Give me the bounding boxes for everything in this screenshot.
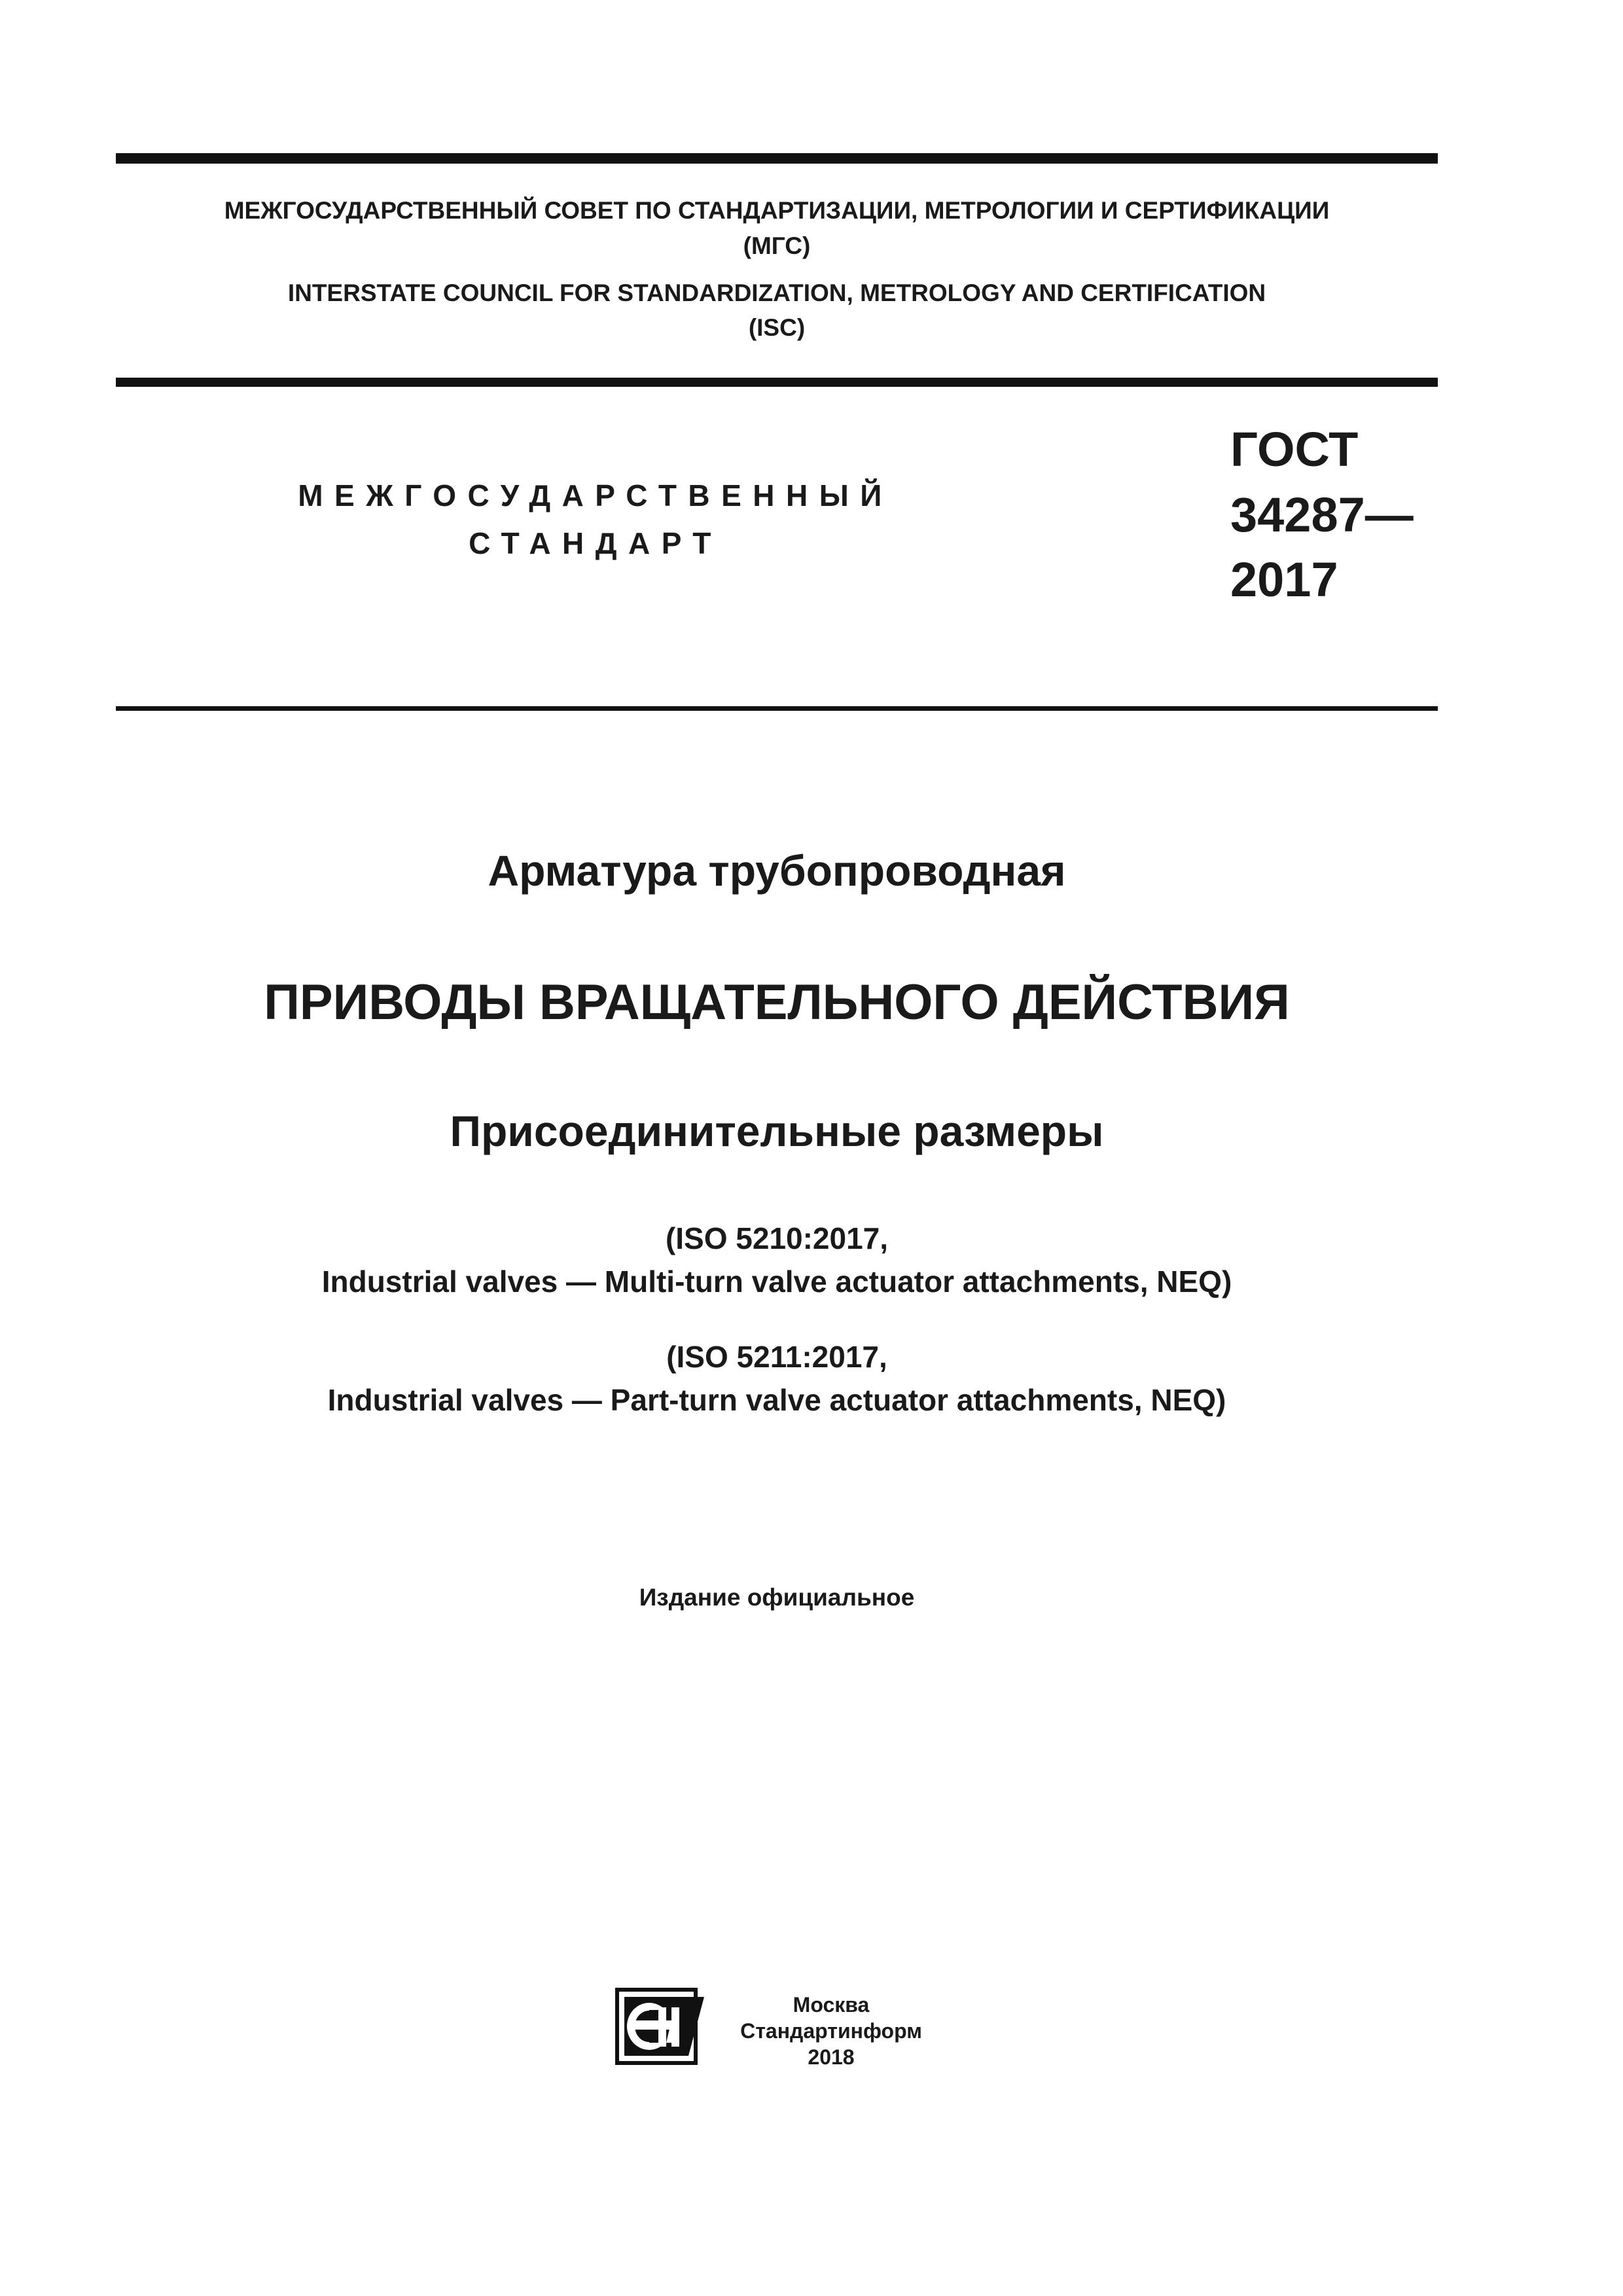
council-abbr-en: (ISC)	[748, 314, 806, 341]
gost-label: ГОСТ	[1230, 422, 1359, 476]
title-category: Арматура трубопроводная	[488, 846, 1066, 895]
title-subtitle: Присоединительные размеры	[450, 1107, 1104, 1155]
title-main: ПРИВОДЫ ВРАЩАТЕЛЬНОГО ДЕЙСТВИЯ	[264, 975, 1290, 1030]
standard-type-line1: МЕЖГОСУДАРСТВЕННЫЙ	[298, 478, 893, 512]
iso-reference-code: (ISO 5210:2017,	[665, 1221, 889, 1255]
iso-reference-text: Industrial valves — Part-turn valve actuator attachments, NEQ)	[327, 1383, 1226, 1417]
publisher-name: Стандартинформ	[740, 2019, 922, 2043]
edition-note: Издание официальное	[639, 1584, 915, 1611]
top-rule	[116, 153, 1438, 164]
middle-rule	[116, 378, 1438, 387]
council-abbr-ru: (МГС)	[743, 232, 811, 259]
gost-number: 34287—	[1230, 488, 1414, 542]
standartinform-logo-icon	[615, 1988, 707, 2065]
gost-year: 2017	[1230, 552, 1338, 607]
council-name-ru: МЕЖГОСУДАРСТВЕННЫЙ СОВЕТ ПО СТАНДАРТИЗАЦИИ, МЕТРОЛОГИИ И СЕРТИФИКАЦИИ	[224, 197, 1330, 224]
iso-reference-code: (ISO 5211:2017,	[666, 1340, 887, 1374]
bottom-rule	[116, 706, 1438, 711]
publisher-city: Москва	[793, 1993, 870, 2017]
iso-reference-text: Industrial valves — Multi-turn valve actuator attachments, NEQ)	[321, 1265, 1232, 1299]
council-name-en: INTERSTATE COUNCIL FOR STANDARDIZATION, METROLOGY AND CERTIFICATION	[287, 279, 1266, 306]
publisher-year: 2018	[808, 2045, 855, 2069]
standard-type-line2: СТАНДАРТ	[469, 526, 722, 560]
